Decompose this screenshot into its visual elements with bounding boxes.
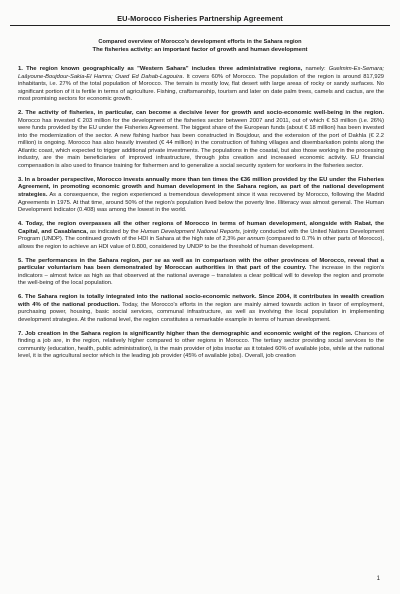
document-subtitle <box>30 39 370 55</box>
paragraph-lead: 2. The activity of fisheries, in particular, can become a decisive lever for growth and socio-economic well-being in the region. <box>18 110 384 117</box>
paragraph-italic: Guelmim-Es-Semara; Laâyoune-Boujdour-Sakia-El Hamra; Oued Ed Dahab-Lagouira <box>18 66 384 80</box>
paragraph-lead-cont: as well as in comparison with the other provinces of Morocco, reveal that a particular voluntarism has been demonstrated by Moroccan authorities in that part of the country. <box>18 257 385 272</box>
paragraph-italic: per se <box>142 257 161 264</box>
document-header <box>10 14 390 26</box>
paragraph-text: As a consequence, the region experienced a tremendous development since it was recovered by Morocco, following the Madrid Agreements in 1975. At that time, around 50% of the region's population lived below the poverty line. Illiteracy was almost general. The Human Development Indicator (0.408) was among the lowest in the world. <box>18 191 384 214</box>
paragraph-text: namely: <box>302 66 329 72</box>
paragraph-italic: Human Development National Reports <box>140 228 240 235</box>
paragraph-7 <box>18 331 384 361</box>
paragraph-6 <box>18 294 384 324</box>
paragraph-italic: per annum <box>237 236 265 243</box>
paragraph-3 <box>18 177 384 215</box>
subtitle-line-2: The fisheries activity: an important factor of growth and human development <box>92 46 308 53</box>
subtitle-line-1: Compared overview of Morocco's development efforts in the Sahara region <box>98 39 302 45</box>
paragraph-text: The increase in the region's indicators – almost twice as high as that observed at the national average – translates a clear political will to develop the region and promote the well-being of the local population. <box>18 265 384 287</box>
paragraph-text: Today, the Morocco's efforts in the region are mainly aimed towards action in favor of employment, purchasing power, housing, basic social services, communal infrastructure, as well as involving the local population in implementing development strategies. At the national level, the region constitutes a remarkable example in terms of human development. <box>18 301 384 323</box>
paragraph-text: (compared to 0.7% in other parts of Morocco), allows the region to achieve an HDI value of 0.800, considered by UNDP to be the threshold of human development. <box>18 236 385 250</box>
paragraph-text: as indicated by the <box>87 228 141 235</box>
header-title: EU-Morocco Fisheries Partnership Agreement <box>117 14 283 23</box>
paragraph-lead: 1. The region known geographically as "Western Sahara" includes three administrative regions, <box>18 66 303 72</box>
paragraph-text: , jointly conducted with the United Nations Development Program (UNDP). The continued growth of the HDI in Sahara at the high rate of 2,3% <box>18 228 384 243</box>
paragraph-2 <box>18 110 384 170</box>
paragraph-1 <box>18 66 384 104</box>
paragraph-5 <box>18 258 384 288</box>
paragraph-text: . It covers 60% of Morocco. The population of the region is around 817,929 inhabitants, i.e. 27% of the total population of Morocco. The terrain is mostly low, flat desert with large areas of rocky or sandy surfaces. No significant portion of it is fertile in terms of agriculture. Fishing, craftsmanship, tourism and later on date palm trees, camels and cactus, are the most promising sectors for economic growth. <box>18 73 384 103</box>
paragraph-lead: 6. The Sahara region is totally integrated into the national socio-economic network. Since 2004, it contributes in wealth creation with 4% of the national production. <box>18 294 384 308</box>
paragraph-text: Morocco has invested € 203 million for the development of the fisheries sector between 2007 and 2011, out of which € 53 million (i.e. 26%) were funds provided by the EU under the Fisheries Agreement. The biggest share of the European funds (about € 18 million) has been invested into the modernization of the sector. A new fishing harbor has been constructed in Boujdour, and the extension of the port of Dakhla (€ 2.2 million) is ongoing. Morocco has also heavily invested (€ 44 million) in the construction of fishing villages and disembarkation points along the Atlantic coast, which expected to trigger additional private investments. The populations in the coastal, but also those working in the processing industry, are the main beneficiaries of improved infrastructure, through jobs creation and increased economic activity. EU financial compensation is also used to finance training for fishermen and to generalize a social security system for workers in the fisheries sector. <box>18 117 384 169</box>
paragraph-lead: 3. In a broader perspective, Morocco invests annually more than ten times the €36 million provided by the EU under the Fisheries Agreement, in promoting economic growth and human development in the Sahara region, as part of the national development strategies. <box>18 176 384 198</box>
paragraph-lead: 4. Today, the region overpasses all the other regions of Morocco in terms of human development, alongside with Rabat, the Capital, and Casablanca, <box>18 221 384 235</box>
paragraph-text: Chances of finding a job are, in the region, relatively higher compared to other regions in Morocco. The tertiary sector providing social services to the community (education, health, public administration), is the main provider of jobs insofar as it totaled 60% of available jobs, while at the national level, it is the agricultural sector which is the leading job provider (45% of available jobs). Overall, job creation <box>18 330 385 360</box>
document-body <box>18 66 384 367</box>
paragraph-lead: 7. Job creation in the Sahara region is significantly higher than the demographic and economic weight of the region. <box>18 330 353 337</box>
paragraph-4 <box>18 221 384 251</box>
paragraph-lead: 5. The performances in the Sahara region, <box>18 257 143 264</box>
page-number: 1 <box>376 576 380 582</box>
